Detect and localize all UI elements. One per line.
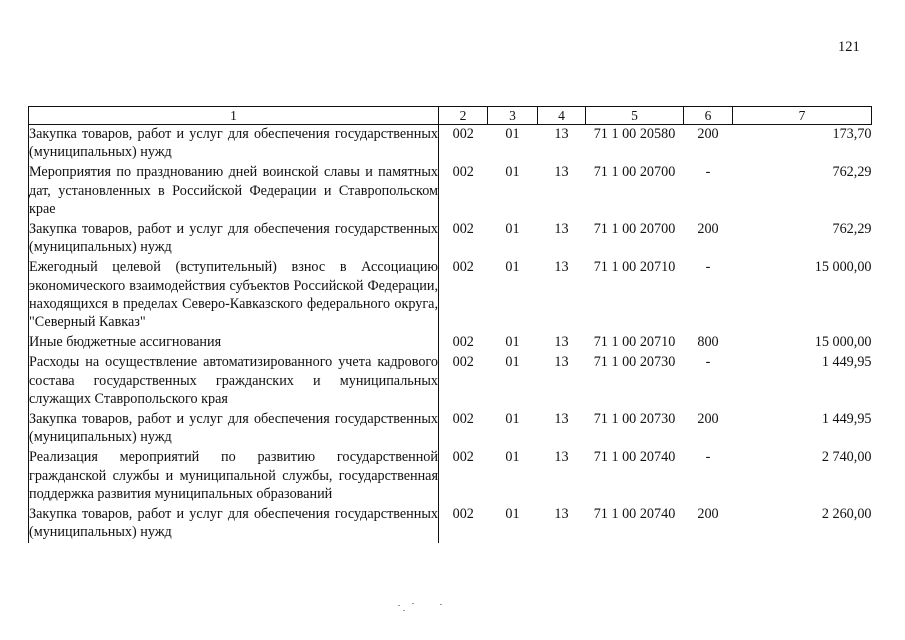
target-article-code: 71 1 00 20710 xyxy=(593,334,676,351)
expense-type-code: 200 xyxy=(697,506,719,523)
ministry-code: 002 xyxy=(452,334,474,351)
ministry-code: 002 xyxy=(452,354,474,371)
ministry-code: 002 xyxy=(452,259,474,276)
expense-type-code: - xyxy=(705,164,711,181)
ministry-code: 002 xyxy=(452,221,474,238)
subsection-code: 13 xyxy=(554,411,569,428)
expense-name: Расходы на осуществление автоматизированного учета кадрового состава государственных гражданских и муниципальных служащих Ставропольского края xyxy=(29,353,439,410)
expense-name: Реализация мероприятий по развитию государственной гражданской службы и муниципальной службы, государственная поддержка развития муниципальных образований xyxy=(29,448,439,505)
table-row xyxy=(29,353,872,410)
table-row xyxy=(29,163,872,220)
section-code: 01 xyxy=(505,354,520,371)
expense-type-code: 200 xyxy=(697,411,719,428)
target-article-code: 71 1 00 20730 xyxy=(593,411,676,428)
amount: 2 740,00 xyxy=(821,449,872,466)
amount: 762,29 xyxy=(832,221,872,238)
expense-type-code: - xyxy=(705,259,711,276)
table-row xyxy=(29,448,872,505)
subsection-code: 13 xyxy=(554,221,569,238)
expense-type-code: 800 xyxy=(697,334,719,351)
target-article-code: 71 1 00 20700 xyxy=(593,164,676,181)
table-row xyxy=(29,125,872,164)
section-code: 01 xyxy=(505,221,520,238)
ministry-code: 002 xyxy=(452,126,474,142)
amount: 15 000,00 xyxy=(814,259,872,276)
expense-type-code: 200 xyxy=(697,221,719,238)
section-code: 01 xyxy=(505,164,520,181)
ministry-code: 002 xyxy=(452,411,474,428)
column-header-1: 1 xyxy=(29,107,439,125)
amount: 1 449,95 xyxy=(821,354,872,371)
page-number: 121 xyxy=(838,39,860,55)
table-row xyxy=(29,220,872,258)
amount: 1 449,95 xyxy=(821,411,872,428)
expense-name: Мероприятия по празднованию дней воинской славы и памятных дат, установленных в Российской Федерации и Ставропольском крае xyxy=(29,163,439,220)
expense-type-code: - xyxy=(705,449,711,466)
target-article-code: 71 1 00 20740 xyxy=(593,449,676,466)
expense-name: Ежегодный целевой (вступительный) взнос в Ассоциацию экономического взаимодействия субъектов Российской Федерации, находящихся в пределах Северо-Кавказского федерального округа, "Северный Кавказ" xyxy=(29,258,439,333)
subsection-code: 13 xyxy=(554,334,569,351)
ministry-code: 002 xyxy=(452,506,474,523)
scan-speck xyxy=(403,610,405,611)
column-header-3: 3 xyxy=(488,107,538,125)
column-number-header xyxy=(29,107,872,125)
subsection-code: 13 xyxy=(554,164,569,181)
amount: 762,29 xyxy=(832,164,872,181)
expense-type-code: - xyxy=(705,354,711,371)
expense-name: Иные бюджетные ассигнования xyxy=(29,333,439,353)
expense-type-code: 200 xyxy=(697,126,719,142)
section-code: 01 xyxy=(505,259,520,276)
target-article-code: 71 1 00 20700 xyxy=(593,221,676,238)
column-header-2: 2 xyxy=(439,107,488,125)
table-row xyxy=(29,410,872,448)
subsection-code: 13 xyxy=(554,259,569,276)
target-article-code: 71 1 00 20740 xyxy=(593,506,676,523)
subsection-code: 13 xyxy=(554,449,569,466)
scan-speck xyxy=(440,604,442,605)
section-code: 01 xyxy=(505,334,520,351)
subsection-code: 13 xyxy=(554,354,569,371)
subsection-code: 13 xyxy=(554,126,569,142)
column-header-6: 6 xyxy=(684,107,733,125)
column-header-4: 4 xyxy=(538,107,586,125)
column-header-7: 7 xyxy=(733,107,872,125)
table-row xyxy=(29,333,872,353)
section-code: 01 xyxy=(505,411,520,428)
ministry-code: 002 xyxy=(452,164,474,181)
table-row xyxy=(29,505,872,543)
scan-speck xyxy=(412,603,414,604)
subsection-code: 13 xyxy=(554,506,569,523)
target-article-code: 71 1 00 20580 xyxy=(593,126,676,142)
scan-speck xyxy=(398,605,400,606)
target-article-code: 71 1 00 20730 xyxy=(593,354,676,371)
table-row xyxy=(29,258,872,333)
amount: 15 000,00 xyxy=(814,334,872,351)
section-code: 01 xyxy=(505,506,520,523)
budget-table xyxy=(28,106,872,543)
expense-name: Закупка товаров, работ и услуг для обеспечения государственных (муниципальных) нужд xyxy=(29,505,439,543)
amount: 173,70 xyxy=(832,126,872,142)
target-article-code: 71 1 00 20710 xyxy=(593,259,676,276)
column-header-5: 5 xyxy=(586,107,684,125)
expense-name: Закупка товаров, работ и услуг для обеспечения государственных (муниципальных) нужд xyxy=(29,410,439,448)
expense-name: Закупка товаров, работ и услуг для обеспечения государственных (муниципальных) нужд xyxy=(29,125,439,164)
expense-name: Закупка товаров, работ и услуг для обеспечения государственных (муниципальных) нужд xyxy=(29,220,439,258)
ministry-code: 002 xyxy=(452,449,474,466)
amount: 2 260,00 xyxy=(821,506,872,523)
section-code: 01 xyxy=(505,126,520,142)
section-code: 01 xyxy=(505,449,520,466)
